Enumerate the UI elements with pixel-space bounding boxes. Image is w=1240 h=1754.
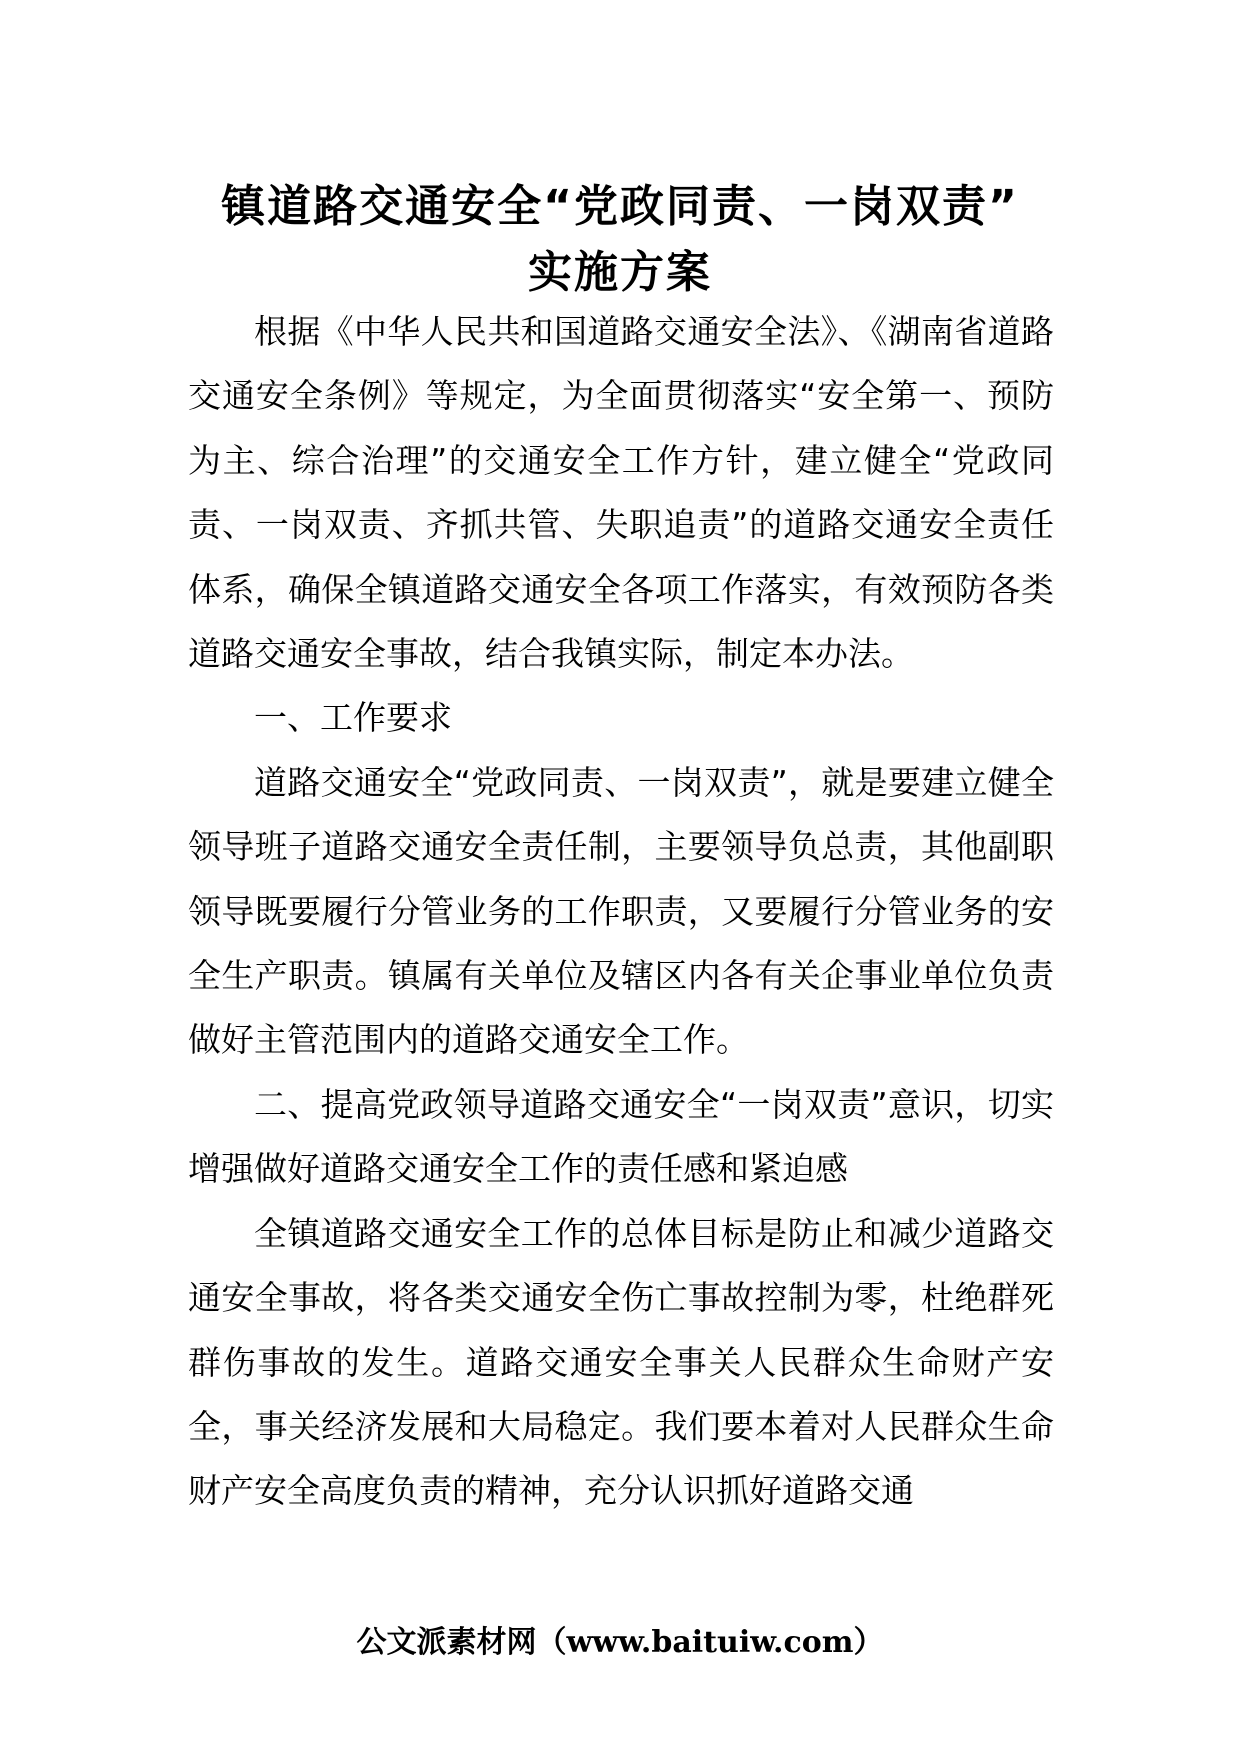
section-heading-1: 一、工作要求 bbox=[254, 698, 452, 738]
document-title: 镇道路交通安全“党政同责、一岗双责” bbox=[221, 181, 1019, 232]
document-title-line-2: 实施方案 bbox=[528, 247, 712, 298]
document-body bbox=[188, 300, 1054, 1524]
paragraph-work-requirements: 道路交通安全“党政同责、一岗双责”，就是要建立健全领导班子道路交通安全责任制，主要领导负总责，其他副职领导既要履行分管业务的工作职责，又要履行分管业务的安全生产职责。镇属有关单位及辖区内各有关企事业单位负责做好主管范围内的道路交通安全工作。 bbox=[188, 762, 1054, 1060]
section-heading-2: 二、提高党政领导道路交通安全“一岗双责”意识，切实增强做好道路交通安全工作的责任感和紧迫感 bbox=[188, 1084, 1054, 1189]
page-footer: 公文派素材网（www.baituiw.com） bbox=[356, 1625, 884, 1660]
paragraph-intro: 根据《中华人民共和国道路交通安全法》、《湖南省道路交通安全条例》等规定，为全面贯彻落实“安全第一、预防为主、综合治理”的交通安全工作方针，建立健全“党政同责、一岗双责、齐抓共管、失职追责”的道路交通安全责任体系，确保全镇道路交通安全各项工作落实，有效预防各类道路交通安全事故，结合我镇实际，制定本办法。 bbox=[188, 312, 1054, 674]
paragraph-overall-goal: 全镇道路交通安全工作的总体目标是防止和减少道路交通安全事故，将各类交通安全伤亡事故控制为零，杜绝群死群伤事故的发生。道路交通安全事关人民群众生命财产安全，事关经济发展和大局稳定。我们要本着对人民群众生命财产安全高度负责的精神，充分认识抓好道路交通 bbox=[188, 1213, 1054, 1511]
